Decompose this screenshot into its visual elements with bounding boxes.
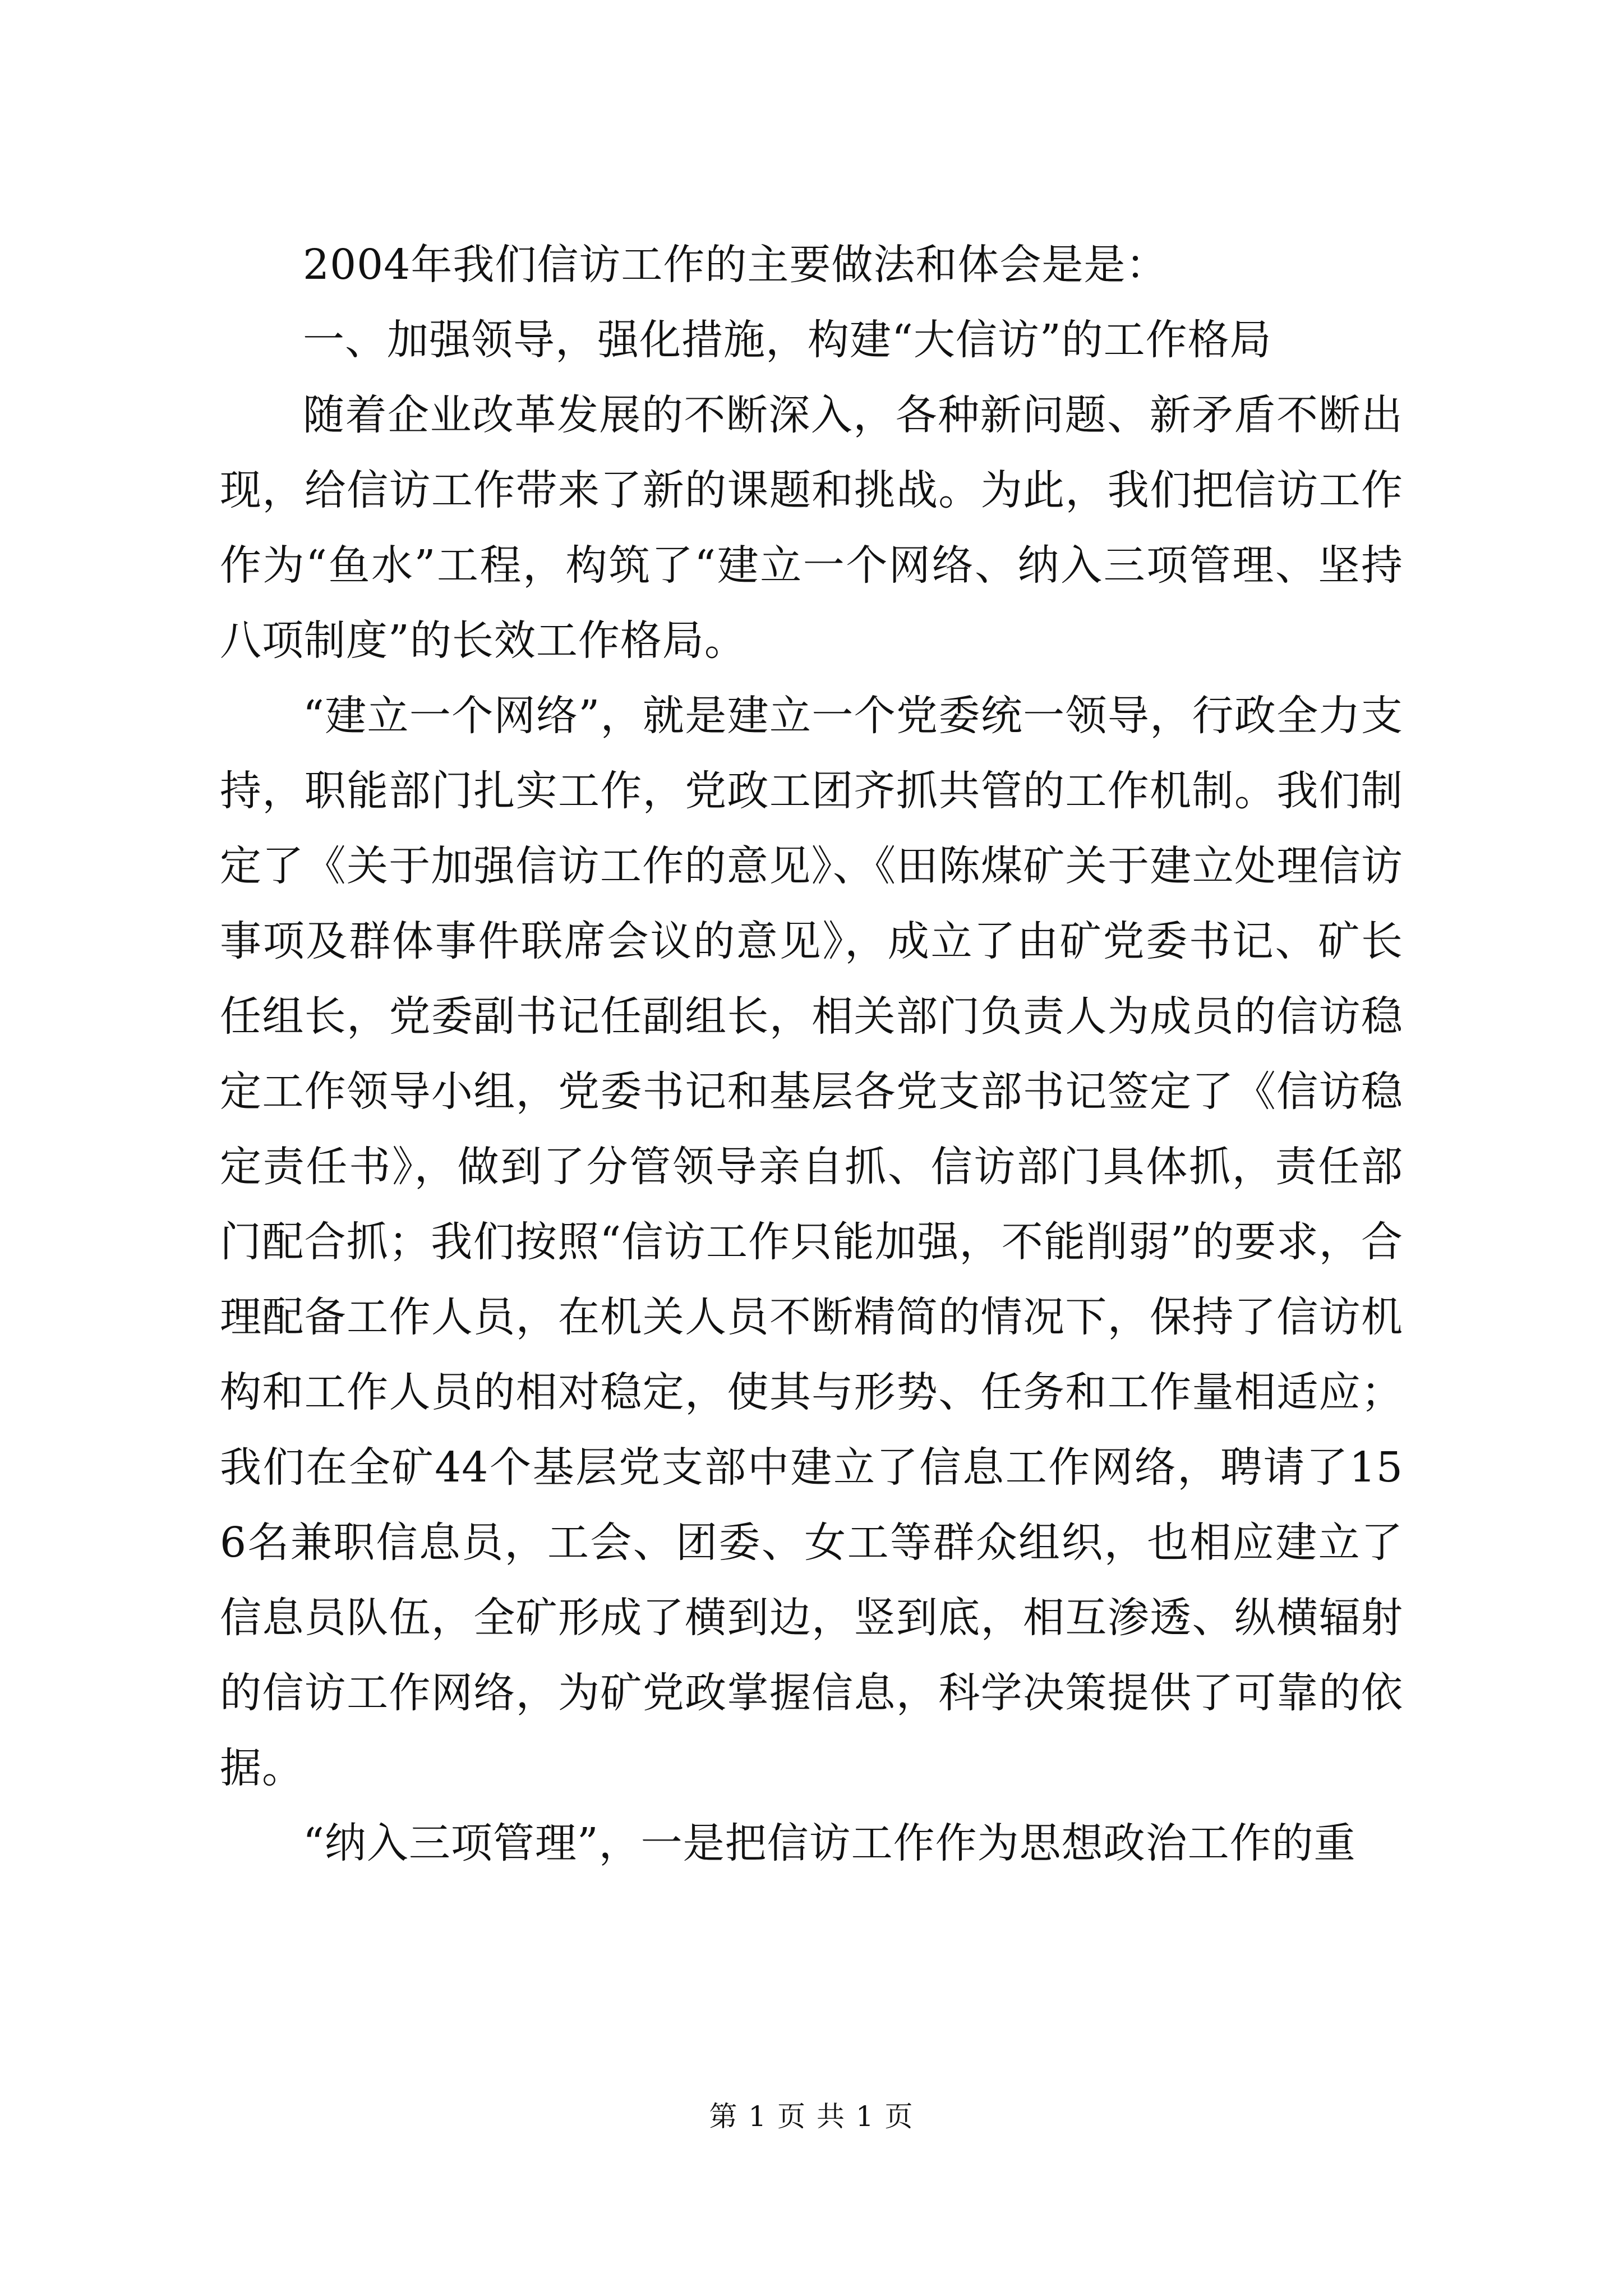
body-paragraph-2: “建立一个网络”，就是建立一个党委统一领导，行政全力支持，职能部门扎实工作，党政工团齐抓共管的工作机制。我们制定了《关于加强信访工作的意见》、《田陈煤矿关于建立处理信访事项及群体事件联席会议的意见》，成立了由矿党委书记、矿长任组长，党委副书记任副组长，相关部门负责人为成员的信访稳定工作领导小组，党委书记和基层各党支部书记签定了《信访稳定责任书》，做到了分管领导亲自抓、信访部门具体抓，责任部门配合抓；我们按照“信访工作只能加强，不能削弱”的要求，合理配备工作人员，在机关人员不断精简的情况下，保持了信访机构和工作人员的相对稳定，使其与形势、任务和工作量相适应；我们在全矿44个基层党支部中建立了信息工作网络，聘请了156名兼职信息员，工会、团委、女工等群众组织，也相应建立了信息员队伍，全矿形成了横到边，竖到底，相互渗透、纵横辐射的信访工作网络，为矿党政掌握信息，科学决策提供了可靠的依据。: [220, 692, 1403, 1792]
document-body: [220, 227, 1403, 1881]
body-paragraph-3: “纳入三项管理”，一是把信访工作作为思想政治工作的重: [303, 1819, 1356, 1867]
section-heading: 一、加强领导，强化措施，构建“大信访”的工作格局: [303, 316, 1272, 364]
page-footer: 第 1 页 共 1 页: [709, 2100, 914, 2133]
intro-paragraph: 2004年我们信访工作的主要做法和体会是是：: [303, 241, 1168, 289]
body-paragraph-1: 随着企业改革发展的不断深入，各种新问题、新矛盾不断出现，给信访工作带来了新的课题和挑战。为此，我们把信访工作作为“鱼水”工程，构筑了“建立一个网络、纳入三项管理、坚持八项制度”的长效工作格局。: [220, 391, 1403, 665]
